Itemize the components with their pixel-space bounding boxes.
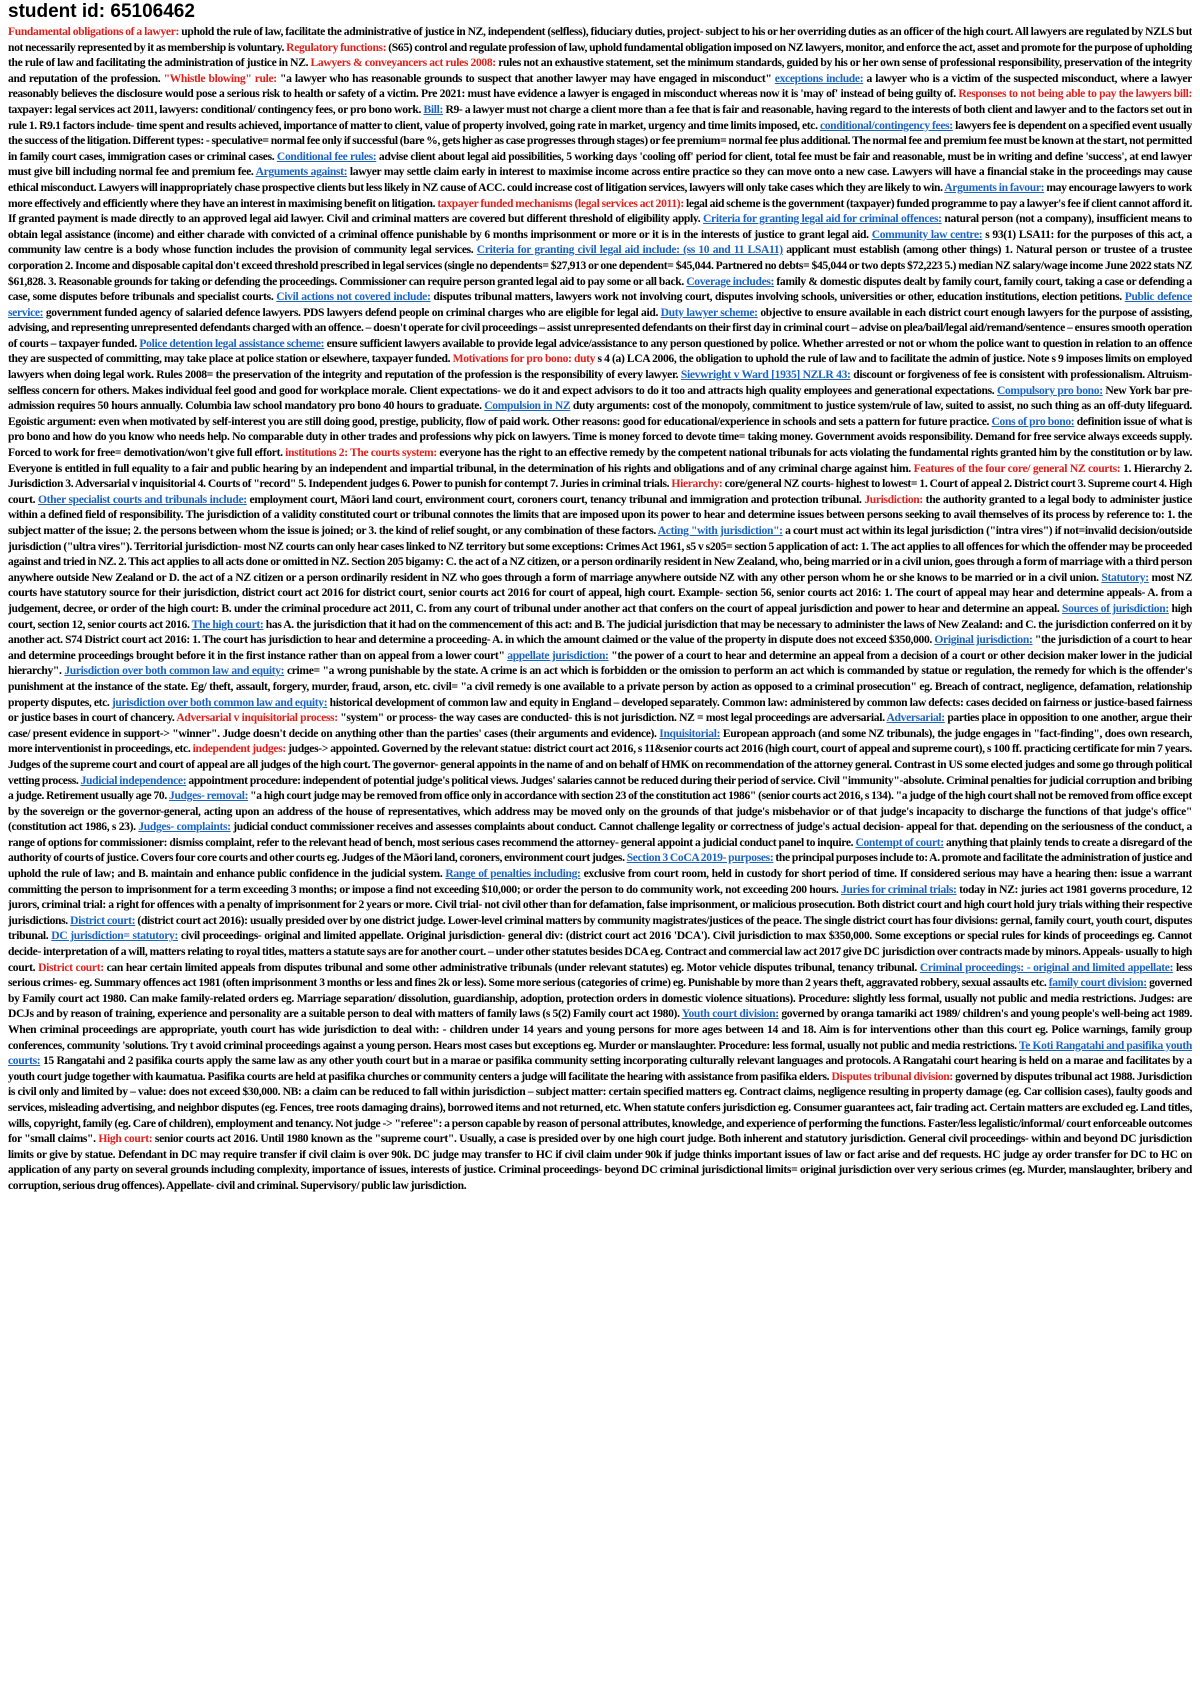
subsection-heading: jurisdiction over both common law and equity:	[111, 695, 328, 709]
body-text: exclusive from court room, held in custody for short period of time. If considered serious may have a hearing then: issue a warrant committing the person to imprisonment for a term exceeding 3 months; or impose a find not exceeding $10,000; or order the person to do community work, not exceeding 200 hours.	[8, 867, 1192, 896]
subsection-heading: DC jurisdiction= statutory:	[51, 929, 178, 943]
body-text: lawyer may settle claim early in interest to maximise income across entire practice so they can move onto a new case. Lawyers will have a financial stake in the proceedings may cause ethical misconduct. Lawyers will inappropriately chase prospective clients but less likely in NZ cause of ACC. could increase cost of litigation services, lawyers will only take cases which they are likely to win.	[8, 165, 1192, 194]
section-heading: Hierarchy:	[671, 477, 723, 491]
body-text: governed by oranga tamariki act 1989/ children's and young people's well-being act 1989. When criminal proceedings are appropriate, youth court has wide jurisdiction to deal with: - children under 14 years and young persons for more ages between 14 and 18. Aim is for interventions other than this court eg. Police warnings, family group conferences, community 'solutions. Try t avoid criminal proceedings against a young person. Hears most cases but exceptions eg. Murder or manslaughter. Procedure: less formal, usually not public and media restrictions.	[8, 1007, 1192, 1052]
body-text: discount or forgiveness of fee is consistent with professionalism. Altruism- selfless concern for others. Makes individual feel good and good for workplace morale. Client expectations- we do it and expect advisors to do it too and attracts high quality employees and generational expectations.	[8, 368, 1192, 397]
body-text: s 93(1) LSA11: for the purposes of this act, a community law centre is a body whose function includes the provision of community legal services.	[8, 227, 1192, 257]
body-text: applicant must establish (among other things) 1. Natural person or trustee of a trustee corporation 2. Income and disposable capital don't exceed threshold prescribed in legal services (single no dependents= $27,913 or one dependent= $45,044. Partnered no debts= $45,044 or two depts $72,223 5.) median NZ salary/wage income June 2022 stats NZ $61,828. 3. Reasonable grounds for taking or defending the proceedings. Commissioner can require person granted legal aid to pay some or all back.	[8, 243, 1192, 288]
body-text: government funded agency of salaried defence lawyers. PDS lawyers defend people on criminal charges who are eligible for legal aid.	[43, 305, 661, 319]
subsection-heading: Judges- complaints:	[138, 820, 231, 834]
body-text: taxpayer: legal services act 2011, lawyers: conditional/ contingency fees, or pro bono work.	[8, 102, 424, 116]
subsection-heading: Sievwright v Ward [1935] NZLR 43:	[680, 368, 851, 382]
body-text: "system" or process- the way cases are conducted- this is not jurisdiction. NZ = most legal proceedings are adversarial.	[337, 711, 887, 725]
body-text: legal aid scheme is the government (taxpayer) funded programme to pay a lawyer's fee if client cannot afford it. If granted payment is made directly to an approved legal aid lawyer. Civil and criminal matters are covered but different threshold of eligibility apply.	[8, 196, 1192, 226]
subsection-heading: Arguments against:	[255, 165, 348, 179]
section-heading: Jurisdiction:	[864, 492, 923, 506]
subsection-heading: Range of penalties including:	[445, 867, 581, 881]
body-text: employment court, Māori land court, environment court, coroners court, tenancy tribunal and immigration and protection tribunal.	[246, 492, 865, 506]
body-text: a court must act within its legal jurisdiction ("intra vires") if not=invalid decision/outside jurisdiction ("ultra vires"). Territorial jurisdiction- most NZ courts can only hear cases linked to NZ territory but some exceptions: Crimes Act 1961, s5 v s205= section 5 application of act: 1. The act applies to all offences for which the offender may be proceeded against and tried in NZ. 2. This act applies to all acts done or omitted in NZ. Section 205 bigamy: C. the act of a NZ citizen, or a person ordinarily resident in New Zealand, who, being married or in a civil union, goes through a form of marriage with a third person anywhere outside New Zealand or D. the act of a NZ citizen or a person ordinarily resident in NZ who goes through a form of marriage anywhere outside NZ with any other person whom he or she knows to be married or in a civil union.	[8, 524, 1192, 584]
subsection-heading: District court:	[70, 913, 136, 927]
body-text: the authority granted to a legal body to administer justice within a defined field of responsibility. The jurisdiction of a validity constituted court or tribunal connotes the limits that are imposed upon its power to hear and determine issues between persons seeking to avail themselves of its process by reference to: 1. the subject matter of the issue; 2. the persons between whom the issue is joined; or 3. the kind of relief sought, or any combination of these factors.	[8, 492, 1192, 537]
body-text: New York bar pre-admission requires 50 hours annually. Columbia law school mandatory pro bono 40 hours to graduate.	[8, 383, 1192, 413]
subsection-heading: Original jurisdiction:	[934, 633, 1033, 647]
subsection-heading: Jurisdiction over both common law and equity:	[64, 664, 285, 678]
body-text: appointment procedure: independent of potential judge's political views. Judges' salaries cannot be reduced during their period of service. Civil "immunity"-absolute. Criminal penalties for judicial corruption and bribing a judge. Retirement usually age 70.	[8, 773, 1192, 803]
body-text: everyone has the right to an effective remedy by the competent national tribunals for acts violating the fundamental rights granted him by the constitution or by law. Everyone is entitled in full equality to a fair and public hearing by an independent and impartial tribunal, in the determination of his rights and obligations and of any criminal charge against him.	[8, 446, 1192, 475]
body-text: anything that plainly tends to create a disregard of the authority of courts of justice. Covers four core courts and other courts eg. Judges of the Māori land, coroners, environment court judges.	[8, 835, 1192, 865]
subsection-heading: Cons of pro bono:	[991, 414, 1075, 428]
subsection-heading: Conditional fee rules:	[276, 149, 377, 163]
body-text: family & domestic disputes dealt by family court, family court, taking a case or defending a case, some disputes before tribunals and specialist courts.	[8, 274, 1192, 304]
subsection-heading: Statutory:	[1101, 570, 1149, 584]
body-text: (district court act 2016): usually presided over by one district judge. Lower-level criminal matters by community magistrates/justices of the peace. The single district court has four divisions: gernal, family court, youth court, disputes tribunal.	[8, 913, 1192, 943]
body-text: may encourage lawyers to work more effectively and efficiently where they have an interest in maximising benefit on litigation.	[8, 180, 1192, 210]
section-heading: Motivations for pro bono: duty	[452, 352, 596, 366]
subsection-heading: Community law centre:	[871, 227, 983, 241]
notes-body	[8, 24, 1192, 1194]
section-heading: Lawyers & conveyancers act rules 2008:	[310, 56, 496, 70]
subsection-heading: Criteria for granting legal aid for criminal offences:	[703, 212, 942, 226]
subsection-heading: Civil actions not covered include:	[276, 290, 431, 304]
subsection-heading: Judicial independence:	[80, 773, 187, 787]
document-page	[8, 2, 1192, 1692]
subsection-heading: Contempt of court:	[855, 835, 944, 849]
section-heading: District court:	[38, 960, 104, 974]
body-text: disputes tribunal matters, lawyers work not involving court, disputes involving schools, universities or other, education institutions, election petitions.	[430, 290, 1125, 304]
section-heading: "Whistle blowing" rule:	[163, 71, 277, 85]
body-text: the principal purposes include to: A. promote and facilitate the administration of justice and uphold the rule of law; and B. maintain and enhance public confidence in the judicial system.	[8, 851, 1192, 881]
subsection-heading: exceptions include:	[774, 71, 864, 85]
body-text: ensure sufficient lawyers available to provide legal advice/assistance to any person questioned by police. Whether arrested or not or whom the police want to question in relation to an offence they are suspected of committing, may take place at police station or elsewhere, taxpayer funded.	[8, 336, 1192, 366]
subsection-heading: Adversarial:	[886, 711, 945, 725]
body-text: can hear certain limited appeals from disputes tribunal and some other administrative tribunals (under relevant statutes) eg. Motor vehicle disputes tribunal, tenancy tribunal.	[103, 960, 920, 974]
body-text: senior courts act 2016. Until 1980 known as the "supreme court". Usually, a case is presided over by one high court judge. Both inherent and statutory jurisdiction. General civil proceedings- within and beyond DC jurisdiction limits or give by statue. Defendant in DC may require transfer if civil claim is over 90k. DC judge may transfer to HC if civil claim under 90k if judge thinks important issues of law or fact arise and def requests. HC judge ay order transfer for DC to HC on application of any party on several grounds including complexity, importance of issues, interests of justice. Criminal proceedings- beyond DC criminal jurisdictional limits= original jurisdiction over very serious crimes (eg. Murder, manslaughter, bribery and corruption, serious drug offences). Appellate- civil and criminal. Supervisory/ public law jurisdiction.	[8, 1132, 1192, 1192]
body-text: "the power of a court to hear and determine an appeal from a decision of a court or other decision maker lower in the judicial hierarchy".	[8, 648, 1192, 678]
body-text: governed by Family court act 1980. Can make family-related orders eg. Marriage separation/ dissolution, guardianship, adoption, protection orders in domestic violence situations). Procedure: slightly less formal, usually not public and media restrictions. Judges: are DCJs and by reason of training, experience and personality are a suitable person to deal with matters of family laws (s 5(2) Family court act 1980).	[8, 976, 1192, 1021]
subsection-heading: Police detention legal assistance scheme:	[139, 336, 325, 350]
body-text: R9- a lawyer must not charge a client more than a fee that is fair and reasonable, having regard to the interests of both client and lawyer and to the factors set out in rule 1. R9.1 factors include- time spent and results achieved, importance of matter to client, value of property involved, going rate in market, urgency and time limits imposed, etc.	[8, 102, 1192, 132]
section-heading: independent judges:	[192, 742, 286, 756]
body-text: less serious crimes- eg. Summary offences act 1981 (often imprisonment 3 months or less and fines 2k or less). Some more serious (categories of crime) eg. Punishable by more than 2 years theft, aggravated robbery, sexual assaults etc.	[8, 960, 1192, 990]
body-text: most NZ courts have statutory source for their jurisdiction, district court act 2016 for district court, senior courts act 2016 for court of appeal, high court. Example- section 56, senior courts act 2016: 1. The court of appeal may hear and determine appeals- A. from a judgement, decree, or order of the high court: B. under the criminal procedure act 2011, C. from any court of tribunal under another act that confers on the court of appeal jurisdiction and power to hear and determine an appeal.	[8, 570, 1192, 615]
body-text: objective to ensure available in each district court enough lawyers for the purpose of assisting, advising, and representing unrepresented defendants charged with an offence. – doesn't operate for civil proceedings – assist unrepresented defendants on their first day in criminal court – advise on plea/bail/legal aid/remand/sentence – ensures smooth operation of courts – taxpayer funded.	[8, 305, 1192, 350]
body-text: "a lawyer who has reasonable grounds to suspect that another lawyer may have engaged in misconduct"	[276, 71, 775, 85]
subsection-heading: Acting "with jurisdiction":	[657, 524, 783, 537]
body-text: parties place in opposition to one another, argue their case/ present evidence in support-> "winner". Judge doesn't decide on anything other than the parties' cases (their arguments and evidence).	[8, 711, 1192, 740]
body-text: "the jurisdiction of a court to hear and determine proceedings brought before it in the first instance rather than on appeal from a lower court"	[8, 633, 1192, 662]
section-heading: taxpayer funded mechanisms (legal services act 2011):	[437, 196, 684, 210]
subsection-heading: family court division:	[1048, 976, 1147, 990]
subsection-heading: The high court:	[191, 617, 264, 631]
subsection-heading: appellate jurisdiction:	[507, 648, 609, 662]
subsection-heading: Criteria for granting civil legal aid include: (ss 10 and 11 LSA11)	[476, 243, 783, 257]
subsection-heading: Criminal proceedings: - original and limited appellate:	[919, 960, 1174, 974]
body-text: 1. Hierarchy 2. Jurisdiction 3. Adversarial v inquisitorial 4. Courts of "record" 5. Independent judges 6. Power to punish for contempt 7. Juries in criminal trials.	[8, 461, 1192, 491]
body-text: has A. the jurisdiction that it had on the commencement of this act: and B. The judicial jurisdiction that may be necessary to administer the laws of New Zealand: and C. the jurisdiction conferred on it by another act. S74 District court act 2016: 1. The court has jurisdiction to hear and determine a proceeding- A. in which the amount claimed or the value of the property in dispute does not exceed $350,000.	[8, 617, 1192, 647]
subsection-heading: Bill:	[423, 102, 444, 116]
body-text: governed by disputes tribunal act 1988. Jurisdiction is civil only and limited by – value: does not exceed $30,000. NB: a claim can be reduced to fall within jurisdiction – subject matter: certain specified matters eg. Contract claims, negligence resulting in property damage (eg. Car collision cases), faulty goods and services, misleading advertising, and neighbor disputes (eg. Fences, tree roots damaging drains), borrowed items and not returned, etc. When statute confers jurisdiction eg. Consumer guarantees act, fair trading act. Certain matters are excluded eg. Land titles, wills, copyright, family (eg. Care of children), employment and tenancy. Not judge -> "referee": a person capable by reason of personal attributes, knowledge, and experience of performing the functions. Faster/less legalistic/informal/ court enforceable outcomes for "small claims".	[8, 1069, 1192, 1146]
section-heading: Adversarial v inquisitorial process:	[176, 711, 338, 725]
section-heading: Responses to not being able to pay the lawyers bill:	[958, 87, 1192, 101]
subsection-heading: Coverage includes:	[686, 274, 775, 288]
body-text: uphold the rule of law, facilitate the administrative of justice in NZ, independent (selfless), fiduciary duties, project- subject to his or her overriding duties as an officer of the high court. All lawyers are regulated by NZLS but not necessarily represented by it as membership is voluntary.	[8, 25, 1192, 54]
subsection-heading: Inquisitorial:	[659, 726, 721, 740]
body-text: definition issue of what is pro bono and how do you know who needs help. No comparable duty in other trades and professions why pick on lawyers. Time is money forced to devote time= taking money. Government avoids responsibility. Demand for free service always exceeds supply. Forced to work for free= demotivation/won't give full effort.	[8, 414, 1192, 460]
body-text: today in NZ: juries act 1981 governs procedure, 12 jurors, criminal trial: a right for offences with a penalty of imprisonment for 2 years or more. Civil trial- not civil other than for defamation, false imprisonment, or malicious prosecution. Both district court and high court hold jury trials withing their respective jurisdictions.	[8, 882, 1192, 927]
body-text: advise client about legal aid possibilities, 5 working days 'cooling off' period for client, total fee must be fair and reasonable, must be in writing and define 'success', at end lawyer must give bill including normal fee and premium fee.	[8, 149, 1192, 179]
body-text: civil proceedings- original and limited appellate. Original jurisdiction- general div: (district court act 2016 'DCA'). Civil jurisdiction to max $350,000. Some exceptions or special rules for kinds of proceedings eg. Cannot decide- interpretation of a will, matters relating to royal titles, matters a statute says are for another court. – under other statutes besides DCA eg. Contract and commercial law act 2017 give DC jurisdiction over contracts made by minors. Appeals- usually to high court.	[8, 929, 1192, 974]
subsection-heading: Te Koti Rangatahi and pasifika youth courts:	[8, 1038, 1192, 1068]
body-text: "a high court judge may be removed from office only in accordance with section 23 of the constitution act 1986" (senior courts act 2016, s 134). "a judge of the high court shall not be removed from office except by the sovereign or the governor-general, acting upon an address of the house of representatives, which address may be moved only on the grounds of that judge's misbehavior or of that judge's incapacity to discharge the functions of that judge's office" (constitution act 1986, s 23).	[8, 789, 1192, 834]
section-heading: Regulatory functions:	[286, 40, 387, 54]
subsection-heading: Duty lawyer scheme:	[660, 305, 758, 319]
student-id-heading: student id: 65106462	[8, 2, 195, 22]
body-text: a lawyer who is a victim of the suspected misconduct, where a lawyer reasonably believes the disclosure would pose a serious risk to health or safety of a victim. Pre 2021: must have evidence a lawyer is engaged in misconduct whereas now it is 'may of' instead of being guilty of.	[8, 71, 1192, 101]
subsection-heading: Public defence service:	[8, 290, 1192, 319]
section-heading: High court:	[98, 1132, 153, 1146]
section-heading: Features of the four core/ general NZ courts:	[913, 461, 1121, 475]
body-text: historical development of common law and equity in England – developed separately. Common law: administered by common law defects: cases decided on fairness or justice-based fairness or justice bases in court of chancery.	[8, 695, 1192, 725]
body-text: natural person (not a company), insufficient means to obtain legal assistance (income) and either charade with convicted of a criminal offence punishable by 6 months imprisonment or more or it is in the interests of justice to grant legal aid.	[8, 212, 1192, 241]
section-heading: Fundamental obligations of a lawyer:	[8, 25, 180, 38]
subsection-heading: Judges- removal:	[169, 789, 249, 803]
body-text: high court, section 12, senior courts act 2016.	[8, 601, 1192, 631]
subsection-heading: Compulsion in NZ	[484, 399, 571, 413]
subsection-heading: Juries for criminal trials:	[840, 882, 957, 896]
subsection-heading: Youth court division:	[681, 1007, 779, 1021]
body-text: crime= "a wrong punishable by the state. A crime is an act which is forbidden or the omission to perform an act which is commanded by statue or regulation, the remedy for which is the offender's punishment at the instance of the state. Eg/ theft, assault, forgery, murder, fraud, arson, etc. civil= "a civil remedy is one available to a private person by action as opposed to a criminal prosecution" eg. Breach of contract, negligence, defamation, relationship property disputes, etc.	[8, 664, 1192, 709]
body-text: (S65) control and regulate profession of law, uphold fundamental obligation imposed on NZ lawyers, monitor, and enforce the act, asset and promote for the purpose of upholding the rule of law and facilitating the administration of justice in NZ.	[8, 40, 1192, 70]
subsection-heading: Other specialist courts and tribunals include:	[38, 492, 247, 506]
subsection-heading: Arguments in favour:	[944, 180, 1045, 194]
subsection-heading: Section 3 CoCA 2019- purposes:	[626, 851, 774, 865]
body-text: lawyers fee is dependent on a specified event usually the success of the litigation. Different types: - speculative= normal fee only if successful (bare %, gets higher as case progresses through stages) or fee premium= normal fee plus additional. The normal fee and premium fee must be known at the start, not permitted in family court cases, immigration cases or criminal cases.	[8, 118, 1192, 163]
body-text: s 4 (a) LCA 2006, the obligation to uphold the rule of law and to facilitate the admin of justice. Note s 9 imposes limits on employed lawyers when doing legal work. Rules 2008= the preservation of the integrity and reputation of the profession is the responsibility of every lawyer.	[8, 352, 1192, 382]
body-text: 15 Rangatahi and 2 pasifika courts apply the same law as any other youth court but in a marae or pasifika community setting incorporating culturally relevant languages and protocols. A Rangatahi court hearing is held on a marae and facilitates by a youth court judge together with kaumatua. Pasifika courts are held at pasifika churches or community centers a judge will facilitate the hearing with assistance from pasifika elders.	[8, 1054, 1192, 1083]
body-text: core/general NZ courts- highest to lowest= 1. Court of appeal 2. District court 3. Supreme court 4. High court.	[8, 477, 1192, 506]
body-text: judicial conduct commissioner receives and assesses complaints about conduct. Cannot challenge legality or correctness of judge's actual decision- appeal for that. depending on the seriousness of the conduct, a range of options for commissioner: dismiss complaint, refer to the relevant head of bench, most serious cases recommend the attorney- general appoint a judicial conduct panel to inquire.	[8, 820, 1192, 849]
subsection-heading: Compulsory pro bono:	[996, 383, 1103, 397]
section-heading: Disputes tribunal division:	[831, 1069, 953, 1083]
body-text: duty arguments: cost of the monopoly, commitment to justice system/rule of law, suited to assist, no such thing as an off-duty lifeguard. Egoistic argument: even when motivated by self-interest you are still doing good, prestige, publicity, flow of paid work. Other reasons: good for educational/experience in schools and sets a pattern for future practice.	[8, 399, 1192, 428]
subsection-heading: conditional/contingency fees:	[819, 118, 953, 132]
section-heading: institutions 2: The courts system:	[285, 446, 437, 460]
subsection-heading: Sources of jurisdiction:	[1062, 601, 1169, 615]
body-text: European approach (and some NZ tribunals), the judge engages in "fact-finding", does own research, more interventionist in proceedings, etc.	[8, 726, 1192, 756]
body-text: judges-> appointed. Governed by the relevant statue: district court act 2016, s 11&senior courts act 2016 (high court, court of appeal and supreme court), s 100 ff. practicing certificate for min 7 years. Judges of the supreme court and court of appeal are all judges of the high court. The governor- general appoints in the name of and on behalf of HMK on recommendation of the attorney general. Contrast in US some elected judges and some go through political vetting process.	[8, 742, 1192, 787]
body-text: rules not an exhaustive statement, set the minimum standards, guided by his or her own sense of professional responsibility, preservation of the integrity and reputation of the profession.	[8, 56, 1192, 85]
